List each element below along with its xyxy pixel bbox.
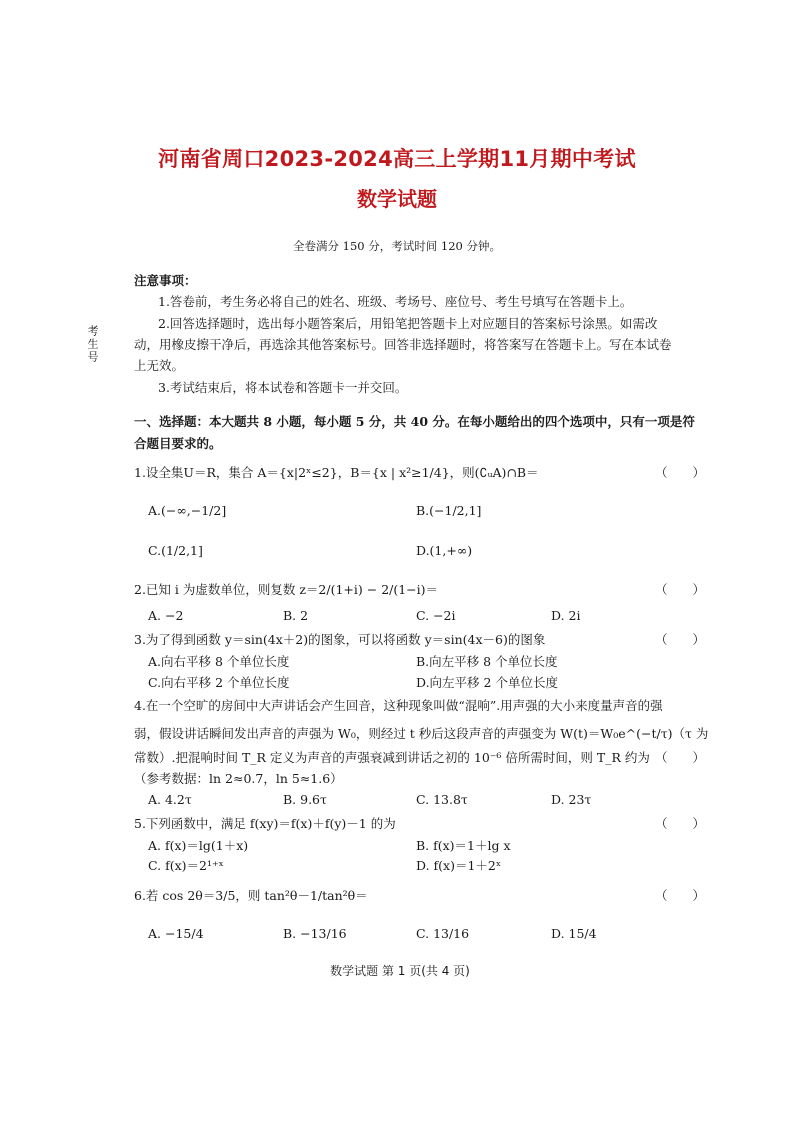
question-6-answer-blank: （ ） <box>655 888 706 903</box>
exam-title: 河南省周口2023-2024高三上学期11月期中考试 <box>158 147 636 171</box>
question-3-option-a: A.向右平移 8 个单位长度 <box>148 654 290 669</box>
question-5-stem: 5.下列函数中，满足 f(xy)＝f(x)＋f(y)－1 的为 <box>134 816 396 831</box>
question-4-stem-line-1: 4.在一个空旷的房间中大声讲话会产生回音，这种现象叫做“混响”.用声强的大小来度量声音的强 <box>134 698 663 713</box>
notice-item-2-line-2: 动，用橡皮擦干净后，再选涂其他答案标号。回答非选择题时，将答案写在答题卡上。写在本试卷 <box>134 337 672 352</box>
question-1-option-b: B.(−1/2,1] <box>416 503 482 518</box>
question-3-option-c: C.向右平移 2 个单位长度 <box>148 675 290 690</box>
question-1-option-d: D.(1,+∞) <box>416 543 473 558</box>
question-1-answer-blank: （ ） <box>655 465 706 480</box>
question-1-option-a: A.(−∞,−1/2] <box>148 503 227 518</box>
question-4-option-b: B. 9.6τ <box>283 792 327 807</box>
side-label-candidate-number: 考生号 <box>86 325 99 364</box>
question-2-stem: 2.已知 i 为虚数单位，则复数 z＝2/(1+i) − 2/(1−i)＝ <box>134 582 439 597</box>
question-5-answer-blank: （ ） <box>655 816 706 831</box>
question-2-option-d: D. 2i <box>551 608 581 623</box>
question-6-option-c: C. 13/16 <box>416 926 470 941</box>
question-2-option-b: B. 2 <box>283 608 309 623</box>
question-6-option-b: B. −13/16 <box>283 926 347 941</box>
question-6-option-d: D. 15/4 <box>551 926 597 941</box>
question-4-stem-line-2: 弱，假设讲话瞬间发出声音的声强为 W₀，则经过 t 秒后这段声音的声强变为 W(t)＝W₀e^(−t/τ)（τ 为 <box>134 726 709 741</box>
exam-subject-title: 数学试题 <box>357 187 437 211</box>
exam-score-time: 全卷满分 150 分，考试时间 120 分钟。 <box>292 239 502 253</box>
question-2-option-c: C. −2i <box>416 608 456 623</box>
question-4-option-a: A. 4.2τ <box>148 792 192 807</box>
notice-heading: 注意事项： <box>134 273 197 288</box>
question-3-stem: 3.为了得到函数 y＝sin(4x＋2)的图象，可以将函数 y＝sin(4x－6)的图象 <box>134 632 546 647</box>
notice-item-2-line-3: 上无效。 <box>134 358 185 373</box>
section-1-heading: 一、选择题：本大题共 8 小题，每小题 5 分，共 40 分。在每小题给出的四个选项中，只有一项是符 <box>134 414 695 429</box>
question-6-stem: 6.若 cos 2θ＝3/5，则 tan²θ－1/tan²θ＝ <box>134 888 368 903</box>
question-3-option-b: B.向左平移 8 个单位长度 <box>416 654 558 669</box>
question-1-option-c: C.(1/2,1] <box>148 543 203 558</box>
question-4-reference-data: （参考数据：ln 2≈0.7，ln 5≈1.6） <box>134 771 343 786</box>
question-1-stem: 1.设全集U＝R，集合 A＝{x|2ˣ≤2}，B＝{x | x²≥1/4}，则(∁ᵤA)∩B＝ <box>134 465 539 480</box>
question-4-option-c: C. 13.8τ <box>416 792 468 807</box>
notice-item-2-line-1: 2.回答选择题时，选出每小题答案后，用铅笔把答题卡上对应题目的答案标号涂黑。如需改 <box>158 316 658 331</box>
section-1-heading-cont: 合题目要求的。 <box>134 436 222 451</box>
page-footer: 数学试题 第 1 页(共 4 页) <box>330 964 470 978</box>
question-2-option-a: A. −2 <box>148 608 184 623</box>
question-2-answer-blank: （ ） <box>655 582 706 597</box>
question-5-option-b: B. f(x)＝1＋lg x <box>416 838 511 853</box>
question-3-option-d: D.向左平移 2 个单位长度 <box>416 675 558 690</box>
question-5-option-c: C. f(x)＝2¹⁺ˣ <box>148 858 224 873</box>
question-5-option-a: A. f(x)＝lg(1＋x) <box>148 838 249 853</box>
notice-item-1: 1.答卷前，考生务必将自己的姓名、班级、考场号、座位号、考生号填写在答题卡上。 <box>158 294 633 309</box>
notice-item-3: 3.考试结束后，将本试卷和答题卡一并交回。 <box>158 380 408 395</box>
question-6-option-a: A. −15/4 <box>148 926 204 941</box>
question-3-answer-blank: （ ） <box>655 632 706 647</box>
question-4-answer-blank: （ ） <box>655 750 706 765</box>
question-4-option-d: D. 23τ <box>551 792 592 807</box>
question-5-option-d: D. f(x)＝1＋2ˣ <box>416 858 502 873</box>
question-4-stem-line-3: 常数）.把混响时间 T_R 定义为声音的声强衰减到讲话之初的 10⁻⁶ 倍所需时间，则 T_R 约为 <box>134 750 650 765</box>
